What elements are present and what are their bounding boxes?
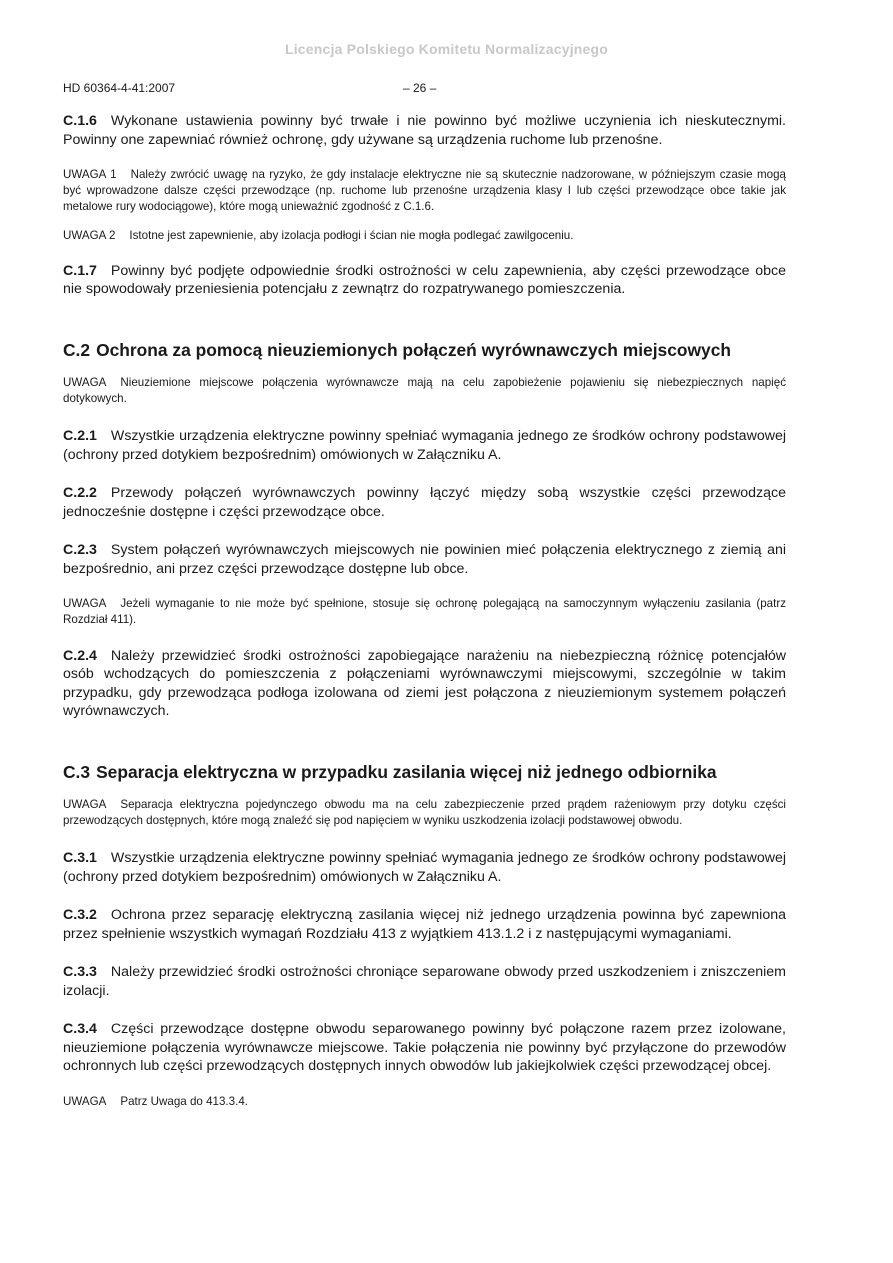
- note-text: Patrz Uwaga do 413.3.4.: [120, 1094, 248, 1108]
- clause-c-3-3: [63, 963, 786, 1000]
- section-number: C.2: [63, 339, 91, 360]
- section-heading-c-3: [63, 761, 786, 783]
- section-number: C.3: [63, 761, 91, 782]
- page-header: [63, 81, 786, 97]
- clause-text: Wszystkie urządzenia elektryczne powinny spełniać wymagania jednego ze środków ochrony podstawowej (ochrony przed dotykiem bezpośrednim) omówionych w Załączniku A.: [63, 428, 786, 463]
- license-watermark: Licencja Polskiego Komitetu Normalizacyjnego: [284, 41, 609, 57]
- clause-text: Wykonane ustawienia powinny być trwałe i nie powinno być możliwe uczynienia ich nieskutecznymi. Powinny one zapewniać również ochronę, gdy używane są urządzenia ruchome lub przenośne.: [63, 113, 786, 148]
- clause-text: Należy przewidzieć środki ostrożności zapobiegające narażeniu na niebezpieczną różnicę potencjałów osób wchodzących do pomieszczenia z połączeniami wyrównawczymi miejscowymi, szczególnie w takim przypadku, gdy przewodząca podłoga izolowana od ziemi jest połączona z nieuziemionym systemem połączeń wyrównawczych.: [63, 647, 786, 720]
- note-c-2: [63, 375, 786, 407]
- note-text: Istotne jest zapewnienie, aby izolacja podłogi i ścian nie mogła podlegać zawilgoceniu.: [129, 228, 574, 242]
- clause-c-2-2: [63, 484, 786, 521]
- standard-number: HD 60364-4-41:2007: [63, 81, 176, 95]
- clause-number: C.2.4: [63, 647, 97, 664]
- page-number: – 26 –: [403, 81, 437, 95]
- note-label: UWAGA 2: [63, 228, 116, 242]
- section-heading-c-2: [63, 339, 786, 361]
- note-c-3-4: [63, 1094, 786, 1110]
- note-text: Jeżeli wymaganie to nie może być spełnione, stosuje się ochronę polegającą na samoczynnym wyłączeniu zasilania (patrz Rozdział 411).: [63, 597, 786, 627]
- clause-text: Przewody połączeń wyrównawczych powinny łączyć między sobą wszystkie części przewodzące jednocześnie dostępne i części przewodzące obce.: [63, 485, 786, 520]
- document-body: [63, 112, 786, 1110]
- note-c-3: [63, 797, 786, 829]
- note-uwaga-1: [63, 167, 786, 216]
- clause-c-2-1: [63, 427, 786, 464]
- clause-number: C.2.3: [63, 542, 97, 559]
- section-title: Separacja elektryczna w przypadku zasilania więcej niż jednego odbiornika: [96, 761, 717, 782]
- clause-text: Wszystkie urządzenia elektryczne powinny spełniać wymagania jednego ze środków ochrony podstawowej (ochrony przed dotykiem bezpośrednim) omówionych w Załączniku A.: [63, 850, 786, 885]
- clause-c-3-2: [63, 906, 786, 943]
- note-label: UWAGA: [63, 1094, 107, 1108]
- clause-text: Należy przewidzieć środki ostrożności chroniące separowane obwody przed uszkodzeniem i zniszczeniem izolacji.: [63, 964, 786, 999]
- note-uwaga-2: [63, 228, 786, 244]
- clause-text: Ochrona przez separację elektryczną zasilania więcej niż jednego urządzenia powinna być zapewniona przez spełnienie wszystkich wymagań Rozdziału 413 z wyjątkiem 413.1.2 i z następującymi wymaganiami.: [63, 907, 786, 942]
- clause-number: C.2.2: [63, 485, 97, 502]
- clause-c-1-6: [63, 112, 786, 149]
- clause-c-3-4: [63, 1020, 786, 1076]
- clause-text: Powinny być podjęte odpowiednie środki ostrożności w celu zapewnienia, aby części przewodzące obce nie spowodowały przeniesienia potencjału z zewnątrz do rozpatrywanego pomieszczenia.: [63, 262, 786, 298]
- note-text: Należy zwrócić uwagę na ryzyko, że gdy instalacje elektryczne nie są skutecznie nadzorowane, w późniejszym czasie mogą być wprowadzone dalsze części przewodzące (np. ruchome lub przenośne urządzenia klasy I lub części przewodzące obce takie jak metalowe rury wodociągowe), które mogą unieważnić zgodność z C.1.6.: [63, 168, 786, 214]
- note-text: Nieuziemione miejscowe połączenia wyrównawcze mają na celu zapobieżenie pojawieniu się niebezpiecznych napięć dotykowych.: [63, 375, 786, 406]
- clause-c-1-7: [63, 262, 786, 299]
- clause-number: C.1.7: [63, 262, 97, 279]
- note-label: UWAGA: [63, 797, 107, 811]
- clause-number: C.3.1: [63, 850, 97, 867]
- note-text: Separacja elektryczna pojedynczego obwodu ma na celu zabezpieczenie przed prądem rażeniowym przy dotyku części przewodzących dostępnych, które mogą znaleźć się pod napięciem w wyniku uszkodzenia izolacji podstawowej obwodu.: [63, 797, 786, 827]
- clause-number: C.3.4: [63, 1021, 97, 1038]
- note-label: UWAGA 1: [63, 168, 117, 181]
- clause-c-3-1: [63, 849, 786, 886]
- clause-c-2-4: [63, 647, 786, 721]
- clause-text: Części przewodzące dostępne obwodu separowanego powinny być połączone razem przez izolowane, nieuziemione połączenia wyrównawcze miejscowe. Takie połączenia nie powinny być przyłączone do przewodów ochronnych lub części przewodzących dostępnych innych obwodów lub jakiejkolwiek części przewodzącej obcej.: [63, 1021, 786, 1075]
- section-title: Ochrona za pomocą nieuziemionych połączeń wyrównawczych miejscowych: [96, 339, 731, 360]
- clause-number: C.3.3: [63, 964, 97, 981]
- note-c-2-3: [63, 596, 786, 628]
- clause-c-2-3: [63, 541, 786, 578]
- clause-number: C.2.1: [63, 428, 97, 445]
- clause-text: System połączeń wyrównawczych miejscowych nie powinien mieć połączenia elektrycznego z ziemią ani bezpośrednio, ani przez części przewodzące dostępne lub obce.: [63, 542, 786, 577]
- note-label: UWAGA: [63, 597, 107, 611]
- clause-number: C.1.6: [63, 113, 97, 129]
- clause-number: C.3.2: [63, 907, 97, 924]
- note-label: UWAGA: [63, 375, 107, 389]
